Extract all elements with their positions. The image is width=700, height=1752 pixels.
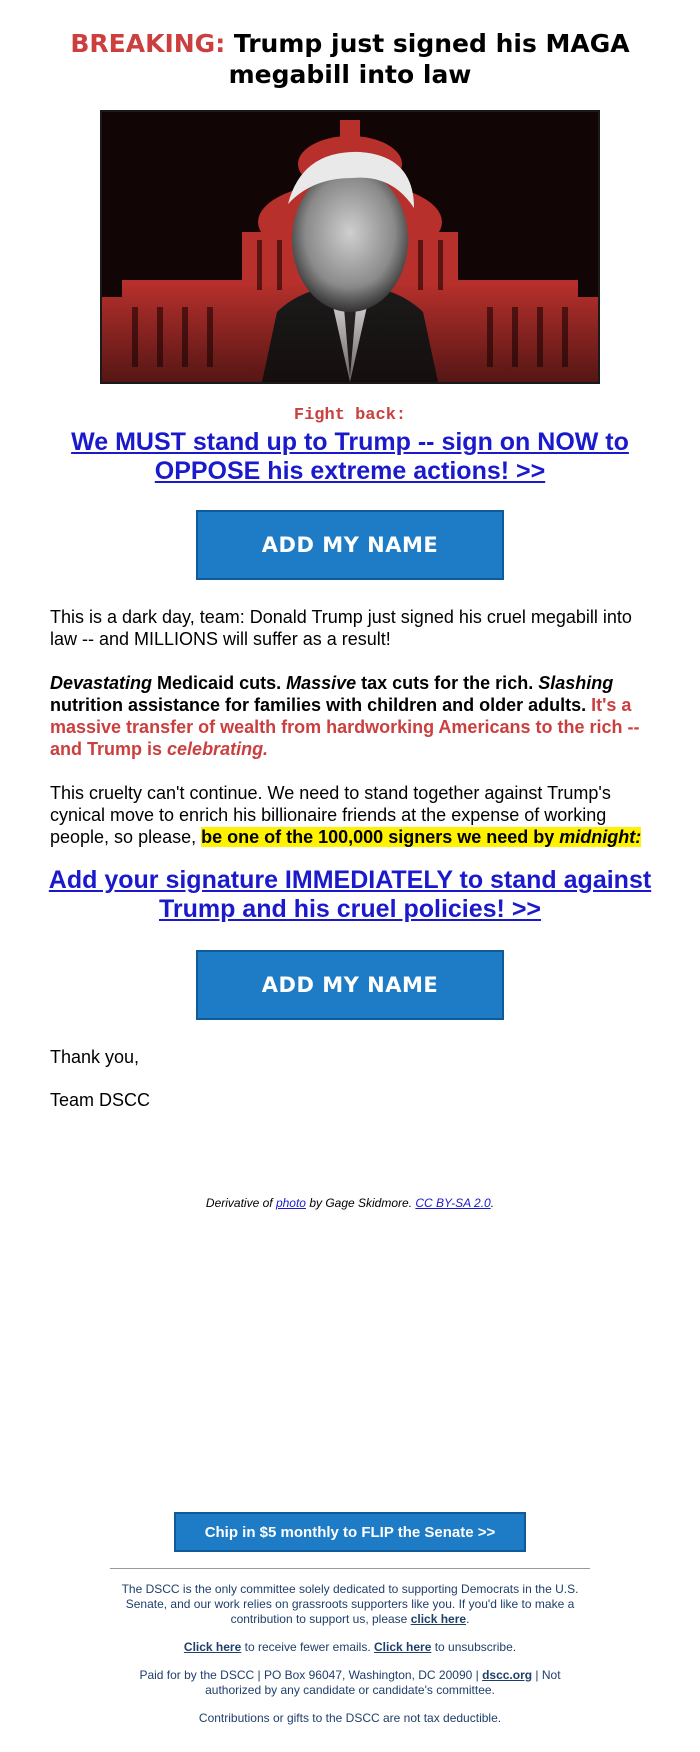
unsubscribe-text: to unsubscribe. bbox=[431, 1640, 517, 1654]
medicaid-text: Medicaid cuts. bbox=[152, 673, 287, 693]
footer-about bbox=[110, 1582, 590, 1627]
cruelty-paragraph bbox=[50, 782, 650, 848]
contribute-link[interactable]: click here bbox=[410, 1612, 467, 1626]
photo-link[interactable]: photo bbox=[275, 1196, 306, 1210]
dscc-site-link[interactable]: dscc.org bbox=[482, 1668, 533, 1682]
license-link[interactable]: CC BY-SA 2.0 bbox=[415, 1196, 491, 1210]
footer-divider bbox=[110, 1568, 590, 1569]
midnight-highlight: midnight: bbox=[559, 827, 642, 847]
signers-highlight: be one of the 100,000 signers we need by bbox=[201, 827, 560, 847]
credit-end: . bbox=[490, 1196, 495, 1210]
fewer-emails-link[interactable]: Click here bbox=[183, 1640, 242, 1654]
photo-credit bbox=[0, 1196, 700, 1210]
footer-email-prefs bbox=[110, 1640, 590, 1655]
headline-text: Trump just signed his MAGA megabill into law bbox=[228, 29, 630, 89]
chip-in-button[interactable]: Chip in $5 monthly to FLIP the Senate >> bbox=[174, 1512, 526, 1552]
footer-paid-for bbox=[110, 1668, 590, 1698]
slashing-text: Slashing bbox=[538, 673, 614, 693]
taxcuts-text: tax cuts for the rich. bbox=[356, 673, 539, 693]
add-my-name-button[interactable]: ADD MY NAME bbox=[196, 510, 504, 580]
add-my-name-button-2[interactable]: ADD MY NAME bbox=[196, 950, 504, 1020]
celebrating-text: celebrating. bbox=[167, 739, 269, 759]
footer-about-text: The DSCC is the only committee solely dedicated to supporting Democrats in the U.S. Senate, and our work relies on grassroots supporters like you. If you'd like to make a contribution to support us, please bbox=[121, 1582, 579, 1626]
headline bbox=[60, 28, 640, 90]
headline-prefix: BREAKING: bbox=[70, 29, 226, 58]
capitol-trump-photo-icon bbox=[102, 112, 598, 382]
intro-paragraph: This is a dark day, team: Donald Trump just signed his cruel megabill into law -- and MILLIONS will suffer as a result! bbox=[50, 607, 632, 649]
not-authorized-text: | Not authorized by any candidate or candidate's committee. bbox=[205, 1668, 561, 1697]
add-signature-link[interactable]: Add your signature IMMEDIATELY to stand against Trump and his cruel policies! >> bbox=[48, 866, 652, 923]
massive-text: Massive bbox=[286, 673, 357, 693]
thank-you-text: Thank you, bbox=[50, 1047, 140, 1067]
unsubscribe-link[interactable]: Click here bbox=[374, 1640, 432, 1654]
wealth-transfer-text: It's a massive transfer of wealth from hardworking Americans to the rich -- and Trump is bbox=[50, 695, 640, 759]
footer-tax-note: Contributions or gifts to the DSCC are not tax deductible. bbox=[198, 1711, 502, 1725]
devastating-text: Devastating bbox=[50, 673, 153, 693]
fewer-emails-text: to receive fewer emails. bbox=[241, 1640, 374, 1654]
footer-about-end: . bbox=[466, 1612, 470, 1626]
nutrition-text: nutrition assistance for families with children and older adults. bbox=[50, 695, 587, 715]
oppose-link[interactable]: We MUST stand up to Trump -- sign on NOW to OPPOSE his extreme actions! >> bbox=[71, 428, 629, 485]
cruelty-text: This cruelty can't continue. We need to stand together against Trump's cynical move to enrich his billionaire friends at the expense of working people, so please, bbox=[50, 783, 611, 847]
team-signature: Team DSCC bbox=[50, 1090, 151, 1110]
paid-for-text: Paid for by the DSCC | PO Box 96047, Washington, DC 20090 | bbox=[139, 1668, 483, 1682]
credit-prefix: Derivative of bbox=[205, 1196, 276, 1210]
fight-back-label: Fight back: bbox=[293, 406, 407, 425]
hero-image[interactable] bbox=[100, 110, 600, 384]
cuts-paragraph bbox=[50, 672, 650, 760]
credit-author: by Gage Skidmore. bbox=[305, 1196, 416, 1210]
